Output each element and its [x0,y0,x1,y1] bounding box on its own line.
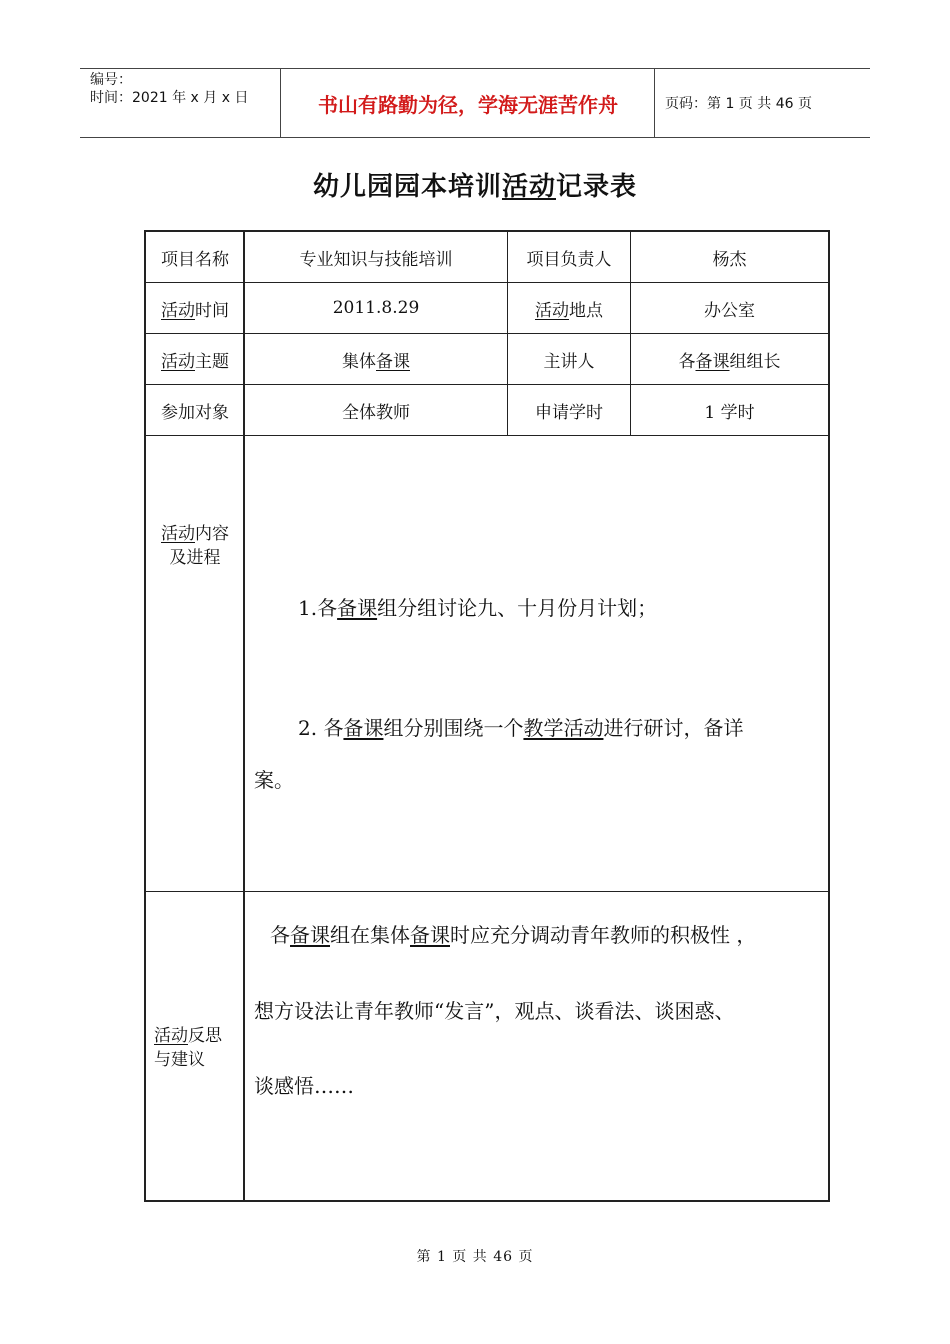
label-activity-time [146,283,244,333]
title-underlined-word: 活动 [501,172,556,202]
label-activity-location-rest: 地点 [569,300,603,321]
document-title [0,166,950,203]
label-activity-location [508,283,630,333]
value-project-lead: 杨杰 [712,249,747,270]
title-part1: 幼儿园园本培训 [312,172,502,202]
content-item-2-mid: 组分别围绕一个 [383,716,524,740]
label-activity-reflection [154,1024,244,1072]
content-item-2-pre: 2. 各 [298,716,344,740]
header-page-info: 页码：第 1 页 共 46 页 [665,96,812,112]
label-activity-content [146,522,244,570]
value-speaker-rest: 组组长 [729,351,781,372]
content-item-1-pre: 1.各 [298,596,338,620]
value-participants: 全体教师 [342,402,410,423]
label-project-name: 项目名称 [161,249,229,270]
value-project-name: 专业知识与技能培训 [299,249,453,270]
value-credit-hours: 1 学时 [704,402,755,423]
content-item-2-ul2: 教学活动 [523,716,604,740]
value-speaker-ul: 备课 [695,351,730,372]
value-speaker [631,334,828,384]
value-activity-theme-ul: 备课 [376,351,410,372]
label-content-line2: 及进程 [169,548,221,568]
time-label: 时间：2021 年 x 月 x 日 [90,90,249,106]
page-header [80,68,870,138]
content-item-2-line2: 案。 [254,768,294,792]
label-content-ul: 活动 [161,524,195,544]
label-activity-theme-ul: 活动 [161,351,195,372]
label-credit-hours: 申请学时 [535,402,603,423]
row-divider [146,891,828,892]
number-label: 编号： [90,72,132,88]
label-activity-time-ul: 活动 [161,300,195,321]
reflection-line-1-ul1: 备课 [290,923,330,947]
value-speaker-pre: 各 [678,351,696,372]
reflection-line-1-mid: 组在集体 [330,923,410,947]
record-table [144,230,830,1202]
row-divider [146,435,828,436]
content-item-2-rest: 进行研讨，备详 [603,716,744,740]
value-activity-time: 2011.8.29 [332,298,420,318]
content-item-1-ul: 备课 [337,596,378,620]
page-footer: 第 1 页 共 46 页 [416,1249,534,1265]
label-activity-time-rest: 时间 [195,300,229,321]
title-part3: 记录表 [556,172,638,202]
label-speaker: 主讲人 [543,351,595,372]
reflection-line-1 [270,919,756,948]
reflection-line-1-rest: 时应充分调动青年教师的积极性 ， [450,923,757,947]
reflection-line-3: 谈感悟…… [254,1074,354,1098]
header-meta [80,69,281,137]
label-reflection-line2: 与建议 [154,1050,205,1070]
label-activity-theme-rest: 主题 [195,351,229,372]
label-reflection-rest: 反思 [188,1026,222,1046]
label-content-rest: 内容 [195,524,229,544]
content-item-2-ul1: 备课 [343,716,384,740]
value-activity-theme [245,334,507,384]
reflection-line-1-ul2: 备课 [410,923,450,947]
value-activity-location: 办公室 [704,300,755,321]
label-participants: 参加对象 [161,402,229,423]
label-activity-theme [146,334,244,384]
header-motto: 书山有路勤为径，学海无涯苦作舟 [282,69,655,137]
label-activity-location-ul: 活动 [535,300,569,321]
content-item-1 [298,592,657,621]
content-item-1-rest: 组分组讨论九、十月份月计划； [377,596,658,620]
label-reflection-ul: 活动 [154,1026,188,1046]
value-activity-theme-pre: 集体 [342,351,376,372]
content-item-2 [298,712,743,741]
reflection-line-2: 想方设法让青年教师“发言”，观点、谈看法、谈困惑、 [254,999,735,1023]
label-project-lead: 项目负责人 [526,249,612,270]
reflection-line-1-pre: 各 [270,923,290,947]
